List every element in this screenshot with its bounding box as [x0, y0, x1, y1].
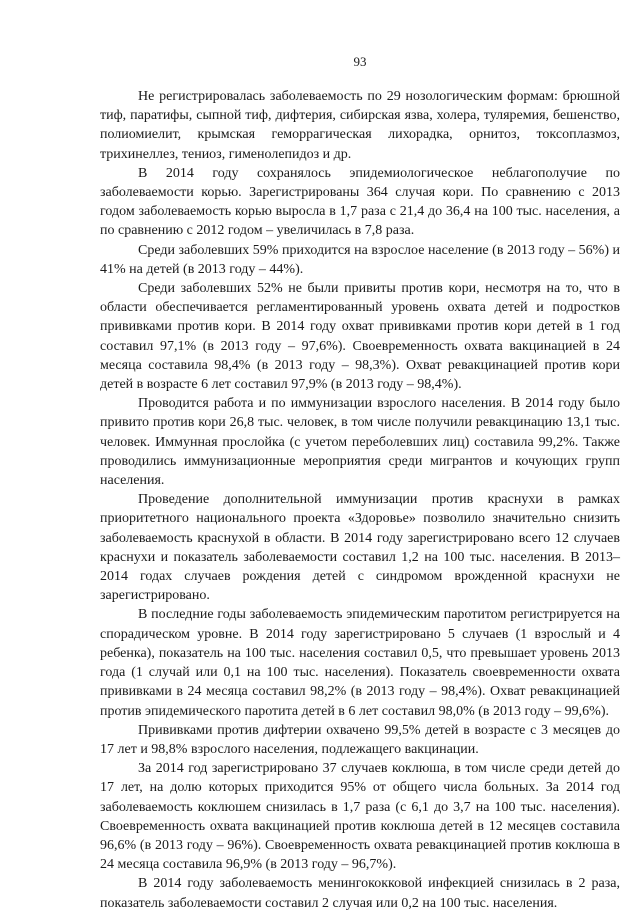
paragraph-pertussis: За 2014 год зарегистрировано 37 случаев коклюша, в том числе среди детей до 17 лет, на долю которых приходится 95% от общего числа больных. За 2014 год заболеваемость коклюшем снизилась в 1,7 раза (с 6,1 до 3,7 на 100 тыс. населения). Своевременность охвата вакцинацией против коклюша детей в 12 месяцев составила 96,6% (в 2013 году – 96%). Своевременность охвата ревакцинацией против коклюша в 24 месяца составила 96,9% (в 2013 году – 96,7%). [100, 761, 620, 873]
paragraph-measles-incidence: В 2014 году сохранялось эпидемиологическое неблагополучие по заболеваемости корью. Зарегистрированы 364 случая кори. По сравнению с 2013 годом заболеваемость корью выросла в 1,7 раза с 21,4 до 36,4 на 100 тыс. населения, а по сравнению с 2012 годом – увеличилась в 7,8 раза. [100, 165, 620, 239]
paragraph-diphtheria: Прививками против дифтерии охвачено 99,5% детей в возрасте с 3 месяцев до 17 лет и 98,8% взрослого населения, подлежащего вакцинации. [100, 722, 620, 757]
paragraph-unregistered-diseases: Не регистрировалась заболеваемость по 29 нозологическим формам: брюшной тиф, паратифы, сыпной тиф, дифтерия, сибирская язва, холера, туляремия, бешенство, полиомиелит, крымская геморрагическая лихорадка, орнитоз, токсоплазмоз, трихинеллез, тениоз, гименолепидоз и др. [100, 89, 620, 162]
paragraph-mumps: В последние годы заболеваемость эпидемическим паротитом регистрируется на спорадическом уровне. В 2014 году зарегистрировано 5 случаев (1 взрослый и 4 ребенка), показатель на 100 тыс. населения составил 0,5, что превышает уровень 2013 года (1 случай или 0,1 на 100 тыс. населения). Показатель своевременности охвата прививками в 24 месяца составил 98,2% (в 2013 году – 98,4%). Охват ревакцинацией против эпидемического паротита детей в 6 лет составил 98,0% (в 2013 году – 99,6%). [100, 607, 620, 719]
paragraph-meningococcal: В 2014 году заболеваемость менингококковой инфекцией снизилась в 2 раза, показатель заболеваемости составил 2 случая или 0,2 на 100 тыс. населения. [100, 876, 620, 911]
page-number: 93 [353, 54, 367, 69]
paragraph-adult-immunization: Проводится работа и по иммунизации взрослого населения. В 2014 году было привито против кори 26,8 тыс. человек, в том числе получили ревакцинацию 13,1 тыс. человек. Иммунная прослойка (с учетом переболевших лиц) составила 99,2%. Также проводились иммунизационные мероприятия среди мигрантов и кочующих групп населения. [100, 396, 620, 489]
paragraph-measles-age-groups: Среди заболевших 59% приходится на взрослое население (в 2013 году – 56%) и 41% на детей (в 2013 году – 44%). [100, 242, 620, 277]
paragraph-rubella: Проведение дополнительной иммунизации против краснухи в рамках приоритетного национального проекта «Здоровье» позволило значительно снизить заболеваемость краснухой в области. В 2014 году зарегистрировано всего 12 случаев краснухи и показатель заболеваемости составил 1,2 на 100 тыс. населения. В 2013–2014 годах случаев рождения детей с синдромом врожденной краснухи не зарегистрировано. [100, 492, 620, 604]
paragraph-measles-vaccination: Среди заболевших 52% не были привиты против кори, несмотря на то, что в области обеспечивается регламентированный уровень охвата детей и подростков прививками против кори. В 2014 году охват прививками против кори детей в 1 год составил 97,1% (в 2013 году – 97,6%). Своевременность охвата вакцинацией в 24 месяца составила 98,4% (в 2013 году – 98,3%). Охват ревакцинацией против кори детей в возрасте 6 лет составил 97,9% (в 2013 году – 98,4%). [100, 281, 620, 393]
document-page [100, 40, 620, 913]
